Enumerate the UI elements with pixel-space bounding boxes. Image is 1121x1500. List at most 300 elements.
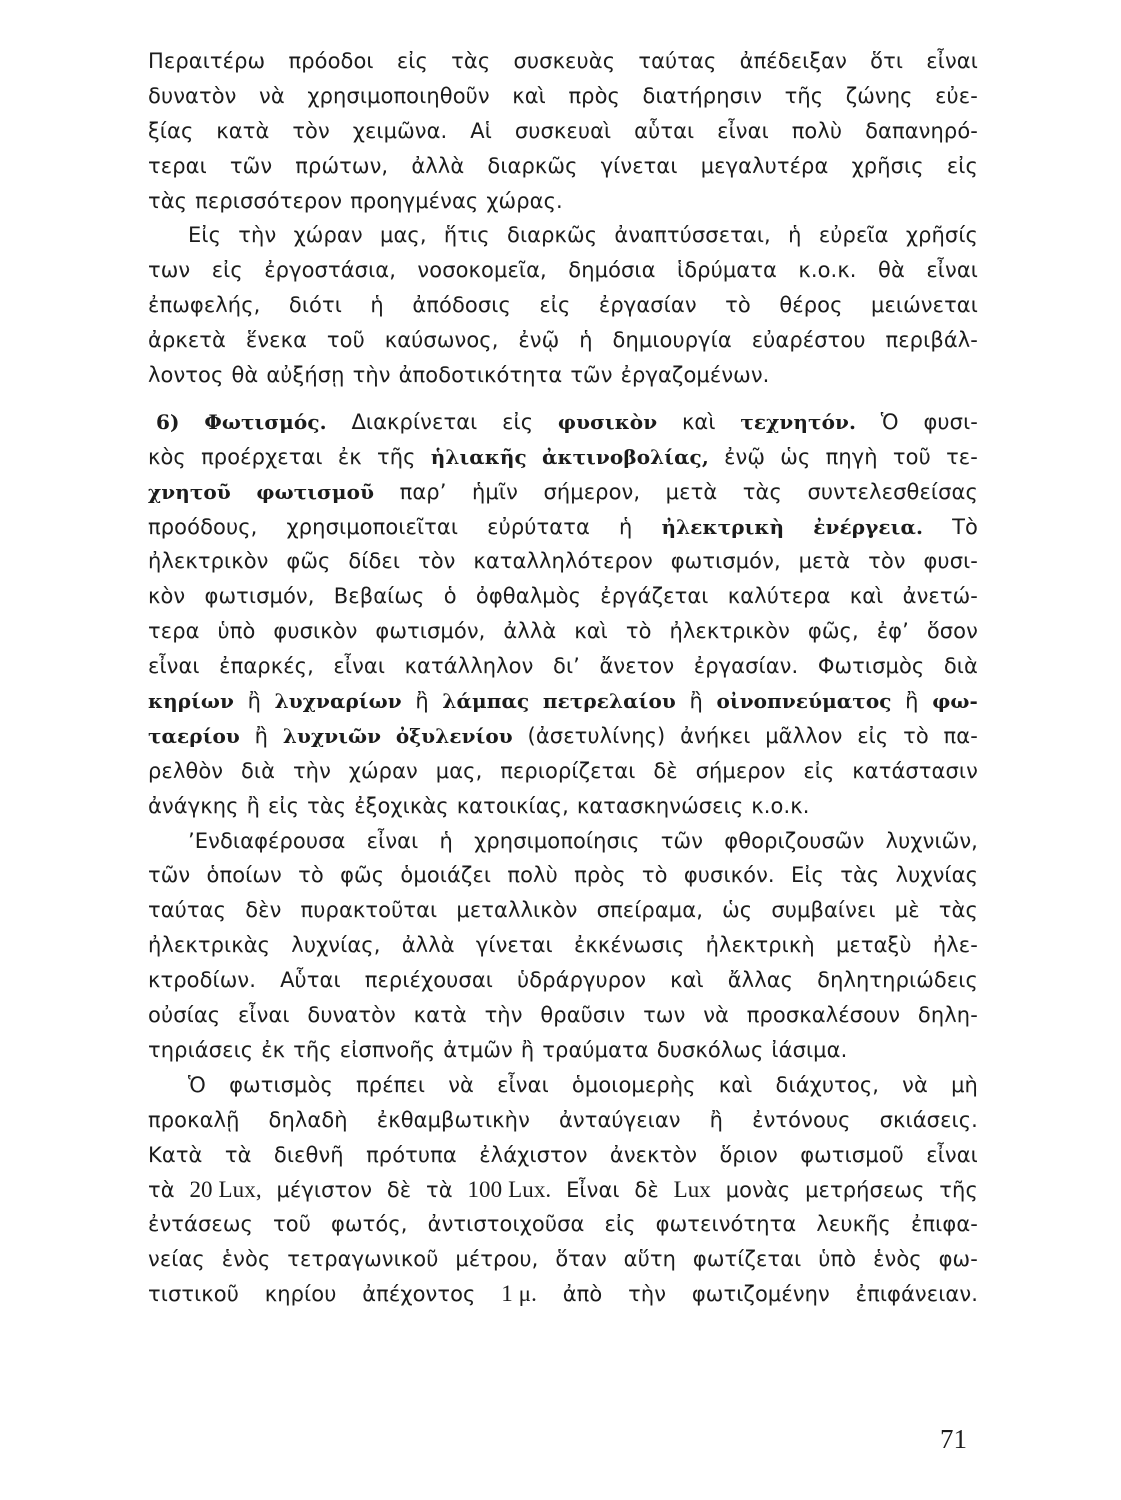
bold-term: φω- <box>932 689 978 714</box>
word: εὐε- <box>935 83 978 108</box>
paragraph <box>148 44 978 218</box>
word: τὰ <box>224 1142 252 1167</box>
word: ὅσον <box>926 619 978 644</box>
paragraph <box>148 218 978 392</box>
word: χρῆσίς <box>905 223 978 248</box>
word: τῶν <box>148 863 191 888</box>
word: κατάλληλον <box>404 654 534 679</box>
word: εἰς <box>539 293 571 318</box>
word: Ὁ <box>188 1072 206 1097</box>
word: φωτός, <box>331 1212 408 1237</box>
word: τηριάσεις <box>148 1037 254 1062</box>
word: τὴν <box>352 363 391 388</box>
word: ἀπὸ <box>562 1282 603 1307</box>
word: καὶ <box>718 1072 753 1097</box>
word: (ἀσετυλίνης) <box>527 723 666 748</box>
word: ζώνης <box>845 83 913 108</box>
word: τῶν <box>570 363 613 388</box>
word: τετραγωνικοῦ <box>287 1247 439 1272</box>
word: προηγμένας <box>350 188 479 213</box>
word: κ.ο.κ. <box>751 793 810 818</box>
bold-term: τεχνητόν. <box>740 409 857 434</box>
word: Εἶναι <box>566 1177 620 1202</box>
word: τὸ <box>641 863 668 888</box>
bold-term: ἠλεκτρικὴ <box>661 514 785 539</box>
word: ὑπὸ <box>217 619 256 644</box>
word: ἀλλὰ <box>411 153 465 178</box>
word: μὴ <box>951 1072 978 1097</box>
word: νὰ <box>448 1072 474 1097</box>
word: ἱδρύματα <box>677 258 777 283</box>
word: εἰς <box>502 409 534 434</box>
word: εἰσπνοῆς <box>339 1037 436 1062</box>
word: πηγὴ <box>825 444 878 469</box>
text-line <box>148 858 978 893</box>
word: Διακρίνεται <box>351 409 478 434</box>
bold-term: κηρίων <box>148 689 235 714</box>
word: ἐκκένωσις <box>573 933 685 958</box>
word: τὸ <box>298 863 324 888</box>
word: περιέχουσαι <box>364 968 493 993</box>
word: ἢ <box>709 1107 724 1132</box>
word: φῶς <box>286 549 331 574</box>
text-line <box>148 928 978 963</box>
word: ἐντάσεως <box>148 1212 253 1237</box>
word: ὁποίων <box>206 863 282 888</box>
word: πυρακτοῦται <box>300 898 438 923</box>
text-line <box>148 963 978 998</box>
word: ἡ <box>579 328 593 353</box>
word: ἐργασίαν <box>598 293 697 318</box>
word: μας, <box>380 223 427 248</box>
word: οὐσίας <box>148 1003 221 1028</box>
word: εἶναι <box>148 654 200 679</box>
text-line <box>148 1103 978 1138</box>
text-line <box>148 218 978 253</box>
word: διὰ <box>943 654 978 679</box>
word: ἥτις <box>443 223 490 248</box>
word: ἀπέχοντος <box>362 1282 476 1307</box>
word: δηλη- <box>917 1003 978 1028</box>
word: μεταξὺ <box>835 933 912 958</box>
word: φωτιζομένην <box>691 1282 830 1307</box>
word: φῶς <box>340 863 385 888</box>
word: δημιουργία <box>612 328 732 353</box>
word: κηρίου <box>264 1282 337 1307</box>
text-line <box>148 253 978 288</box>
word: πολὺ <box>507 863 558 888</box>
word: καὶ <box>681 409 716 434</box>
word: δίδει <box>348 549 401 574</box>
word: τὴν <box>292 758 331 783</box>
word: Αἱ <box>470 118 492 143</box>
word: σήμερον, <box>543 479 641 504</box>
word: γίνεται <box>475 933 553 958</box>
word: δὲ <box>634 1177 659 1202</box>
word: τὰς <box>307 793 347 818</box>
word: προόδους, <box>148 514 258 539</box>
word: καταλληλότερον <box>473 549 653 574</box>
word: νὰ <box>902 1072 928 1097</box>
word: χώρας. <box>486 188 563 213</box>
word: γίνεται <box>600 153 678 178</box>
word: ἐκ <box>261 1037 286 1062</box>
word: τὰς <box>451 49 491 73</box>
word: ταύτας <box>148 898 227 923</box>
word: τὸν <box>868 549 906 574</box>
word: καλύτερα <box>727 584 831 609</box>
word: μέτρου, <box>455 1247 539 1272</box>
word: τὰς <box>840 863 880 888</box>
word: ἀπέδειξαν <box>739 49 847 73</box>
word: εἶναι <box>717 118 769 143</box>
word: εἰς <box>604 1212 636 1237</box>
text-line <box>148 510 978 545</box>
word: τὸν <box>417 549 456 574</box>
text-line <box>148 754 978 789</box>
word: τὰ <box>425 1177 453 1202</box>
text-line <box>148 1207 978 1242</box>
word: μετρήσεως <box>805 1177 925 1202</box>
bold-term: 6) <box>156 409 180 434</box>
word: καὶ <box>849 584 884 609</box>
word: Βεβαίως <box>333 584 425 609</box>
word: ὁμοιομερὴς <box>571 1072 696 1097</box>
bold-term: Φωτισμός. <box>204 409 327 434</box>
word: πρὸς <box>574 863 626 888</box>
word: πρὸς <box>568 83 620 108</box>
word: φωτισμοῦ <box>800 1142 904 1167</box>
word: ἀλλὰ <box>503 619 557 644</box>
word: ἀνήκει <box>680 723 751 748</box>
word: τε- <box>946 444 978 469</box>
word: κατὰ <box>216 118 270 143</box>
word: τὰς <box>938 898 978 923</box>
paragraph <box>148 405 978 824</box>
word: χρησιμοποίησις <box>474 828 640 853</box>
word: Αὗται <box>280 968 341 993</box>
word: πρόοδοι <box>288 49 374 73</box>
word: κατάστασιν <box>852 758 978 783</box>
word: δυσκόλως <box>656 1037 764 1062</box>
word: κτροδίων. <box>148 968 257 993</box>
bold-term: φυσικὸν <box>557 409 658 434</box>
text-line <box>148 184 978 219</box>
page-body <box>148 44 978 1312</box>
word: τῆς <box>376 444 416 469</box>
word: πα- <box>943 723 978 748</box>
word: χρῆσις <box>851 153 924 178</box>
word: λοντος <box>148 363 224 388</box>
word: δαπανηρό- <box>865 118 978 143</box>
word: εὐαρέστου <box>751 328 866 353</box>
word: ἀντιστοιχοῦσα <box>427 1212 585 1237</box>
word: διαρκῶς <box>487 153 578 178</box>
word: κὸν <box>148 584 186 609</box>
word: ἕνεκα <box>245 328 308 353</box>
word: τοῦ <box>326 328 365 353</box>
bold-term: ταερίου <box>148 723 240 748</box>
word: χειμῶνα. <box>352 118 448 143</box>
word: τὸ <box>725 293 751 318</box>
word: πρέπει <box>356 1072 426 1097</box>
word: προέρχεται <box>201 444 323 469</box>
word: ὑπὸ <box>818 1247 857 1272</box>
word: ἀτμῶν <box>443 1037 513 1062</box>
word: χώραν <box>348 758 418 783</box>
page-number: 71 <box>940 1424 967 1454</box>
word: μετὰ <box>665 479 718 504</box>
word: ἐλάχιστον <box>479 1142 588 1167</box>
word: Ὁ <box>880 409 899 434</box>
word: μεταλλικὸν <box>456 898 578 923</box>
word: φθοριζουσῶν <box>724 828 865 853</box>
word: καὶ <box>574 619 608 644</box>
word: χώραν <box>293 223 363 248</box>
word: τῆς <box>784 83 824 108</box>
word: φυσι- <box>923 549 978 574</box>
word: διὰ <box>240 758 276 783</box>
word: Περαιτέρω <box>148 49 266 73</box>
word: λευκῆς <box>816 1212 891 1237</box>
word: ἐντόνους <box>752 1107 851 1132</box>
word: ἐργασίαν. <box>693 654 799 679</box>
word: διεθνῆ <box>273 1142 344 1167</box>
bold-term: ἀκτινοβολίας, <box>542 444 709 469</box>
word: χρησιμοποιεῖται <box>286 514 459 539</box>
text-line <box>148 288 978 323</box>
word: φωτισμόν, <box>204 584 315 609</box>
text-line <box>148 440 978 475</box>
text-line <box>148 79 978 114</box>
word: αὐξήσῃ <box>266 363 345 388</box>
word: περιβάλ- <box>885 328 978 353</box>
text-line <box>148 1277 978 1312</box>
word: ἑνὸς <box>873 1247 922 1272</box>
word: ἀποδοτικότητα <box>398 363 563 388</box>
word: νὰ <box>703 1003 729 1028</box>
word: ἐκθαμβωτικὴν <box>376 1107 530 1132</box>
word: ὑδράργυρον <box>517 968 647 993</box>
word: φωτισμὸς <box>229 1072 333 1097</box>
word: 20 Lux, <box>189 1176 262 1202</box>
word: αὕτη <box>623 1247 677 1272</box>
word: λυχνιῶν, <box>885 828 978 853</box>
word: ἄνετον <box>599 654 675 679</box>
word: ἐργοστάσια, <box>264 258 396 283</box>
word: τὰ <box>148 1177 175 1202</box>
word: ἢ <box>905 689 919 714</box>
word: δὲ <box>386 1177 412 1202</box>
bold-term: πετρελαίου <box>542 689 676 714</box>
word: περισσότερον <box>195 188 343 213</box>
word: διατήρησιν <box>642 83 763 108</box>
word: ξίας <box>148 118 194 143</box>
word: τραύματα <box>542 1037 649 1062</box>
text-line <box>148 579 978 614</box>
word: Φωτισμὸς <box>817 654 925 679</box>
word: μειώνεται <box>870 293 978 318</box>
word: μονὰς <box>725 1177 791 1202</box>
word: συντελεσθείσας <box>807 479 978 504</box>
word: τοῦ <box>273 1212 311 1237</box>
bold-term: ἐνέργεια. <box>813 514 924 539</box>
word: εἰς <box>946 153 978 178</box>
word: μεγαλυτέρα <box>700 153 829 178</box>
word: τὸ <box>903 723 929 748</box>
bold-term: λυχνιῶν <box>282 723 382 748</box>
word: Lux <box>673 1176 711 1202</box>
text-line <box>148 1138 978 1173</box>
word: ἡ <box>619 514 633 539</box>
word: τὸ <box>625 619 652 644</box>
word: ἀπόδοσις <box>412 293 511 318</box>
text-line <box>148 114 978 149</box>
word: ὅριον <box>719 1142 778 1167</box>
word: ρελθὸν <box>148 758 224 783</box>
word: τῆς <box>939 1177 978 1202</box>
bold-term: οἰνοπνεύματος <box>716 689 892 714</box>
word: ἀνάγκης <box>148 793 239 818</box>
word: παρ’ <box>399 479 447 504</box>
word: δὲ <box>653 758 678 783</box>
text-line <box>148 998 978 1033</box>
word: ὡς <box>780 444 811 469</box>
word: φωτίζεται <box>692 1247 802 1272</box>
word: εὐρύτατα <box>487 514 590 539</box>
word: ὀφθαλμὸς <box>475 584 582 609</box>
word: φωτεινότητα <box>655 1212 797 1237</box>
word: μὲ <box>894 898 920 923</box>
word: φυσικὸν <box>273 619 358 644</box>
word: δυνατὸν <box>307 1003 396 1028</box>
text-line <box>148 614 978 649</box>
bold-term: ἡλιακῆς <box>430 444 527 469</box>
bold-term: λάμπας <box>442 689 530 714</box>
word: κατασκηνώσεις <box>576 793 744 818</box>
word: των <box>148 258 191 283</box>
word: τὴν <box>628 1282 667 1307</box>
word: κὸς <box>148 444 186 469</box>
word: δὲν <box>245 898 282 923</box>
word: ἠλεκτρικὸν <box>148 549 269 574</box>
word: ἐκ <box>337 444 362 469</box>
word: θὰ <box>878 258 905 283</box>
word: ἄλλας <box>727 968 794 993</box>
text-line <box>148 824 978 859</box>
word: ἀνταύγειαν <box>558 1107 681 1132</box>
word: νείας <box>148 1247 205 1272</box>
word: συσκευὰς <box>513 49 616 73</box>
word: προκαλῇ <box>148 1107 240 1132</box>
word: 1 μ. <box>501 1281 537 1307</box>
word: ἢ <box>247 689 262 714</box>
word: θραῦσιν <box>540 1003 626 1028</box>
word: μέγιστον <box>276 1177 373 1202</box>
word: φωτισμόν, <box>670 549 781 574</box>
word: ἐργαζομένων. <box>620 363 770 388</box>
word: τῶν <box>660 828 704 853</box>
word: τῶν <box>229 153 273 178</box>
word: σκιάσεις. <box>879 1107 978 1132</box>
word: ἠλεκτρικὴ <box>705 933 815 958</box>
paragraph <box>148 824 978 1068</box>
text-line <box>148 44 978 79</box>
word: ἢ <box>246 793 260 818</box>
word: φυσικόν. <box>683 863 775 888</box>
word: ἐνῷ <box>518 328 560 353</box>
word: ὡς <box>722 898 753 923</box>
word: Τὸ <box>952 514 978 539</box>
word: τὴν <box>484 1003 523 1028</box>
word: Εἰς <box>188 223 221 248</box>
word: 100 Lux. <box>467 1176 552 1202</box>
word: ὅταν <box>555 1247 607 1272</box>
word: ’Ενδιαφέρουσα <box>188 828 346 853</box>
word: ἠλεκτρικὰς <box>148 933 271 958</box>
word: νὰ <box>259 83 285 108</box>
word: ἀνεκτὸν <box>609 1142 698 1167</box>
word: λυχνίας <box>895 863 978 888</box>
text-line <box>148 1068 978 1103</box>
word: τοῦ <box>892 444 931 469</box>
text-line <box>148 358 978 393</box>
word: ἀρκετὰ <box>148 328 226 353</box>
word: πρότυπα <box>366 1142 457 1167</box>
word: ἠλε- <box>932 933 978 958</box>
text-line <box>148 649 978 684</box>
word: εἶναι <box>497 1072 549 1097</box>
word: εἰς <box>211 258 243 283</box>
word: τῆς <box>293 1037 332 1062</box>
word: προσκαλέσουν <box>746 1003 901 1028</box>
word: ὅτι <box>870 49 904 73</box>
word: ἐπιφάνειαν. <box>855 1282 978 1307</box>
word: μας, <box>435 758 483 783</box>
word: ὁ <box>443 584 457 609</box>
word: ἡ <box>370 293 384 318</box>
word: τὴν <box>238 223 277 248</box>
text-line <box>148 323 978 358</box>
word: πολὺ <box>791 118 843 143</box>
word: ἀναπτύσσεται, <box>614 223 771 248</box>
word: ἀνετώ- <box>902 584 978 609</box>
word: φω- <box>938 1247 978 1272</box>
bold-term: χνητοῦ <box>148 479 231 504</box>
text-line <box>148 789 978 824</box>
word: ἀλλὰ <box>401 933 455 958</box>
word: περιορίζεται <box>500 758 636 783</box>
bold-term: φωτισμοῦ <box>256 479 375 504</box>
word: ἢ <box>689 689 703 714</box>
word: ἢ <box>254 723 269 748</box>
word: συμβαίνει <box>771 898 876 923</box>
text-line <box>148 1173 978 1208</box>
word: ἐργάζεται <box>600 584 709 609</box>
word: ἡ <box>788 223 802 248</box>
word: κ.ο.κ. <box>798 258 857 283</box>
word: φωτισμόν, <box>375 619 486 644</box>
word: συσκευαὶ <box>514 118 612 143</box>
word: εἶναι <box>926 49 978 73</box>
word: τεραι <box>148 153 207 178</box>
word: ταύτας <box>638 49 717 73</box>
word: Εἰς <box>790 863 824 888</box>
word: αὗται <box>634 118 695 143</box>
text-line <box>148 1242 978 1277</box>
word: δυνατὸν <box>148 83 237 108</box>
word: ἐπωφελής, <box>148 293 261 318</box>
